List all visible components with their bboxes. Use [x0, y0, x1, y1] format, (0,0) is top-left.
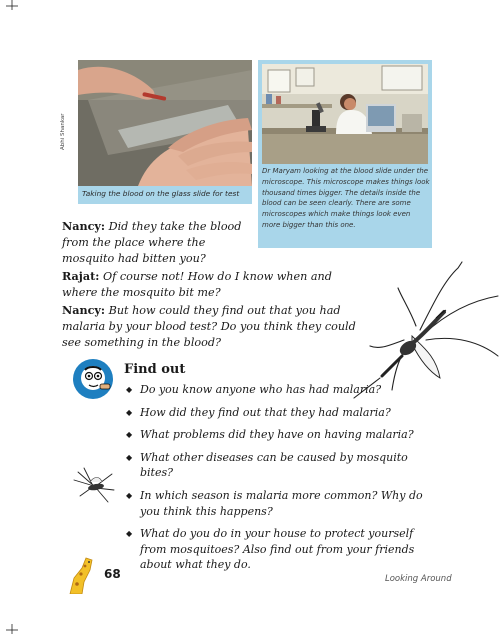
bullet-icon: ◆: [126, 385, 133, 394]
speaker-name: Nancy:: [62, 303, 106, 317]
list-item: ◆ What other diseases can be caused by mosquito bites?: [126, 450, 408, 480]
giraffe-icon: [64, 556, 100, 594]
find-out-icon: [72, 358, 114, 400]
find-out-list: [126, 382, 426, 580]
mosquito-icon: [72, 466, 116, 506]
bullet-icon: ◆: [126, 490, 133, 500]
list-item: ◆ Do you know anyone who has had malaria?: [126, 383, 382, 396]
dialogue-text: But how could they find out that you had malaria by your blood test? Do you think they could see something in the blood?: [62, 304, 356, 349]
page-number: 68: [104, 567, 121, 581]
section-title: Find out: [124, 362, 186, 377]
mosquito-illustration: [340, 260, 499, 400]
dialogue-line: [62, 302, 362, 351]
microscope-photo: [262, 64, 428, 164]
photo-caption: Taking the blood on the glass slide for test: [78, 186, 252, 204]
blood-slide-photo: [78, 60, 252, 186]
speaker-name: Rajat:: [62, 269, 100, 283]
list-item: ◆ How did they find out that they had malaria?: [126, 405, 391, 419]
photo-credit: Abhi Shankar: [60, 113, 66, 150]
dialogue-text: Of course not! How do I know when and where the mosquito bit me?: [62, 270, 332, 299]
dialogue-line: [62, 218, 258, 267]
crop-mark-icon: [6, 0, 18, 10]
dialogue-line: [62, 268, 352, 301]
list-item: ◆ What problems did they have on having malaria?: [126, 428, 414, 442]
bullet-icon: ◆: [126, 407, 133, 417]
bullet-icon: ◆: [126, 430, 133, 440]
dialogue-text: Did they take the blood from the place where the mosquito had bitten you?: [62, 220, 242, 265]
bullet-icon: ◆: [126, 529, 133, 539]
speaker-name: Nancy:: [62, 219, 106, 233]
bullet-icon: ◆: [126, 452, 133, 462]
book-title: Looking Around: [385, 574, 452, 584]
crop-mark-icon: [6, 624, 18, 634]
list-item: ◆ In which season is malaria more common? Why do you think this happens?: [126, 488, 423, 518]
list-item: ◆ What do you do in your house to protect yourself from mosquitoes? Also find out from your friends about what they do.: [126, 527, 415, 572]
photo-caption: Dr Maryam looking at the blood slide under the microscope. This microscope makes things look thousand times bigger. The details inside the blood can be seen clearly. There are some microscopes which make things look even more bigger than this one.: [262, 167, 430, 229]
